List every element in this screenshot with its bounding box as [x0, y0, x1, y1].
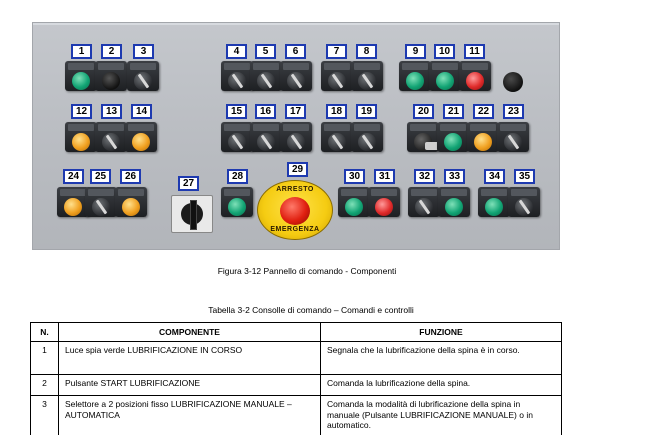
green-light-33 [438, 187, 470, 217]
tag-14: 14 [131, 104, 152, 119]
row-function: Comanda la modalità di lubrificazione della spina in manuale (Pulsante LUBRIFICAZIONE MANUALE) o in automatico. [321, 396, 562, 435]
control-panel-photo [32, 22, 560, 250]
selector-16 [250, 122, 282, 152]
tag-4: 4 [226, 44, 247, 59]
emergency-stop-button [280, 197, 310, 225]
tag-22: 22 [473, 104, 494, 119]
tag-29: 29 [287, 162, 308, 177]
selector-18 [321, 122, 353, 152]
emergency-stop-top-text: ARRESTO [276, 186, 314, 193]
selector-25 [85, 187, 117, 217]
header-function: FUNZIONE [321, 323, 562, 342]
green-button-30 [338, 187, 370, 217]
tag-27: 27 [178, 176, 199, 191]
green-light-9 [399, 61, 431, 91]
tag-28: 28 [227, 169, 248, 184]
selector-8 [351, 61, 383, 91]
tag-5: 5 [255, 44, 276, 59]
selector-32 [408, 187, 440, 217]
selector-17 [280, 122, 312, 152]
green-button-28 [221, 187, 253, 217]
tag-26: 26 [120, 169, 141, 184]
amber-light-14 [125, 122, 157, 152]
row-component: Luce spia verde LUBRIFICAZIONE IN CORSO [59, 342, 321, 375]
tag-10: 10 [434, 44, 455, 59]
tag-23: 23 [503, 104, 524, 119]
row-number: 3 [31, 396, 59, 435]
red-button-11 [459, 61, 491, 91]
tag-6: 6 [285, 44, 306, 59]
selector-19 [351, 122, 383, 152]
green-light-34 [478, 187, 510, 217]
tag-9: 9 [405, 44, 426, 59]
table-row [31, 396, 562, 435]
selector-13 [95, 122, 127, 152]
selector-4 [221, 61, 253, 91]
tag-31: 31 [374, 169, 395, 184]
tag-2: 2 [101, 44, 122, 59]
tag-17: 17 [285, 104, 306, 119]
header-component: COMPONENTE [59, 323, 321, 342]
tag-7: 7 [326, 44, 347, 59]
selector-23 [497, 122, 529, 152]
row-number: 2 [31, 375, 59, 396]
tag-30: 30 [344, 169, 365, 184]
selector-35 [508, 187, 540, 217]
tag-1: 1 [71, 44, 92, 59]
amber-light-12 [65, 122, 97, 152]
selector-7 [321, 61, 353, 91]
selector-6 [280, 61, 312, 91]
row-component: Pulsante START LUBRIFICAZIONE [59, 375, 321, 396]
row-number: 1 [31, 342, 59, 375]
selector-5 [250, 61, 282, 91]
commands-table [30, 322, 562, 435]
tag-19: 19 [356, 104, 377, 119]
rotary-switch-27 [171, 195, 213, 233]
row-component: Selettore a 2 posizioni fisso LUBRIFICAZIONE MANUALE – AUTOMATICA [59, 396, 321, 435]
panel-top-edge [33, 23, 559, 25]
amber-light-22 [467, 122, 499, 152]
key-switch-20 [407, 122, 439, 152]
table-header-row [31, 323, 562, 342]
tag-35: 35 [514, 169, 535, 184]
tag-18: 18 [326, 104, 347, 119]
tag-11: 11 [464, 44, 485, 59]
amber-light-26 [115, 187, 147, 217]
header-number: N. [31, 323, 59, 342]
tag-16: 16 [255, 104, 276, 119]
red-button-31 [368, 187, 400, 217]
tag-12: 12 [71, 104, 92, 119]
emergency-stop-bottom-text: EMERGENZA [270, 226, 320, 233]
tag-13: 13 [101, 104, 122, 119]
black-pushbutton [503, 72, 523, 92]
green-button-10 [429, 61, 461, 91]
tag-24: 24 [63, 169, 84, 184]
row-function: Comanda la lubrificazione della spina. [321, 375, 562, 396]
tag-3: 3 [133, 44, 154, 59]
tag-25: 25 [90, 169, 111, 184]
start-button-2 [95, 61, 127, 91]
row-function: Segnala che la lubrificazione della spina è in corso. [321, 342, 562, 375]
table-title: Tabella 3-2 Consolle di comando – Comandi e controlli [208, 305, 414, 315]
figure-caption: Figura 3-12 Pannello di comando - Componenti [217, 266, 397, 276]
green-light-21 [437, 122, 469, 152]
table-row [31, 375, 562, 396]
tag-34: 34 [484, 169, 505, 184]
table-row [31, 342, 562, 375]
tag-33: 33 [444, 169, 465, 184]
tag-15: 15 [226, 104, 247, 119]
green-light-1 [65, 61, 97, 91]
tag-21: 21 [443, 104, 464, 119]
selector-15 [221, 122, 253, 152]
emergency-stop-29 [257, 180, 333, 240]
tag-32: 32 [414, 169, 435, 184]
selector-3 [127, 61, 159, 91]
tag-20: 20 [413, 104, 434, 119]
tag-8: 8 [356, 44, 377, 59]
